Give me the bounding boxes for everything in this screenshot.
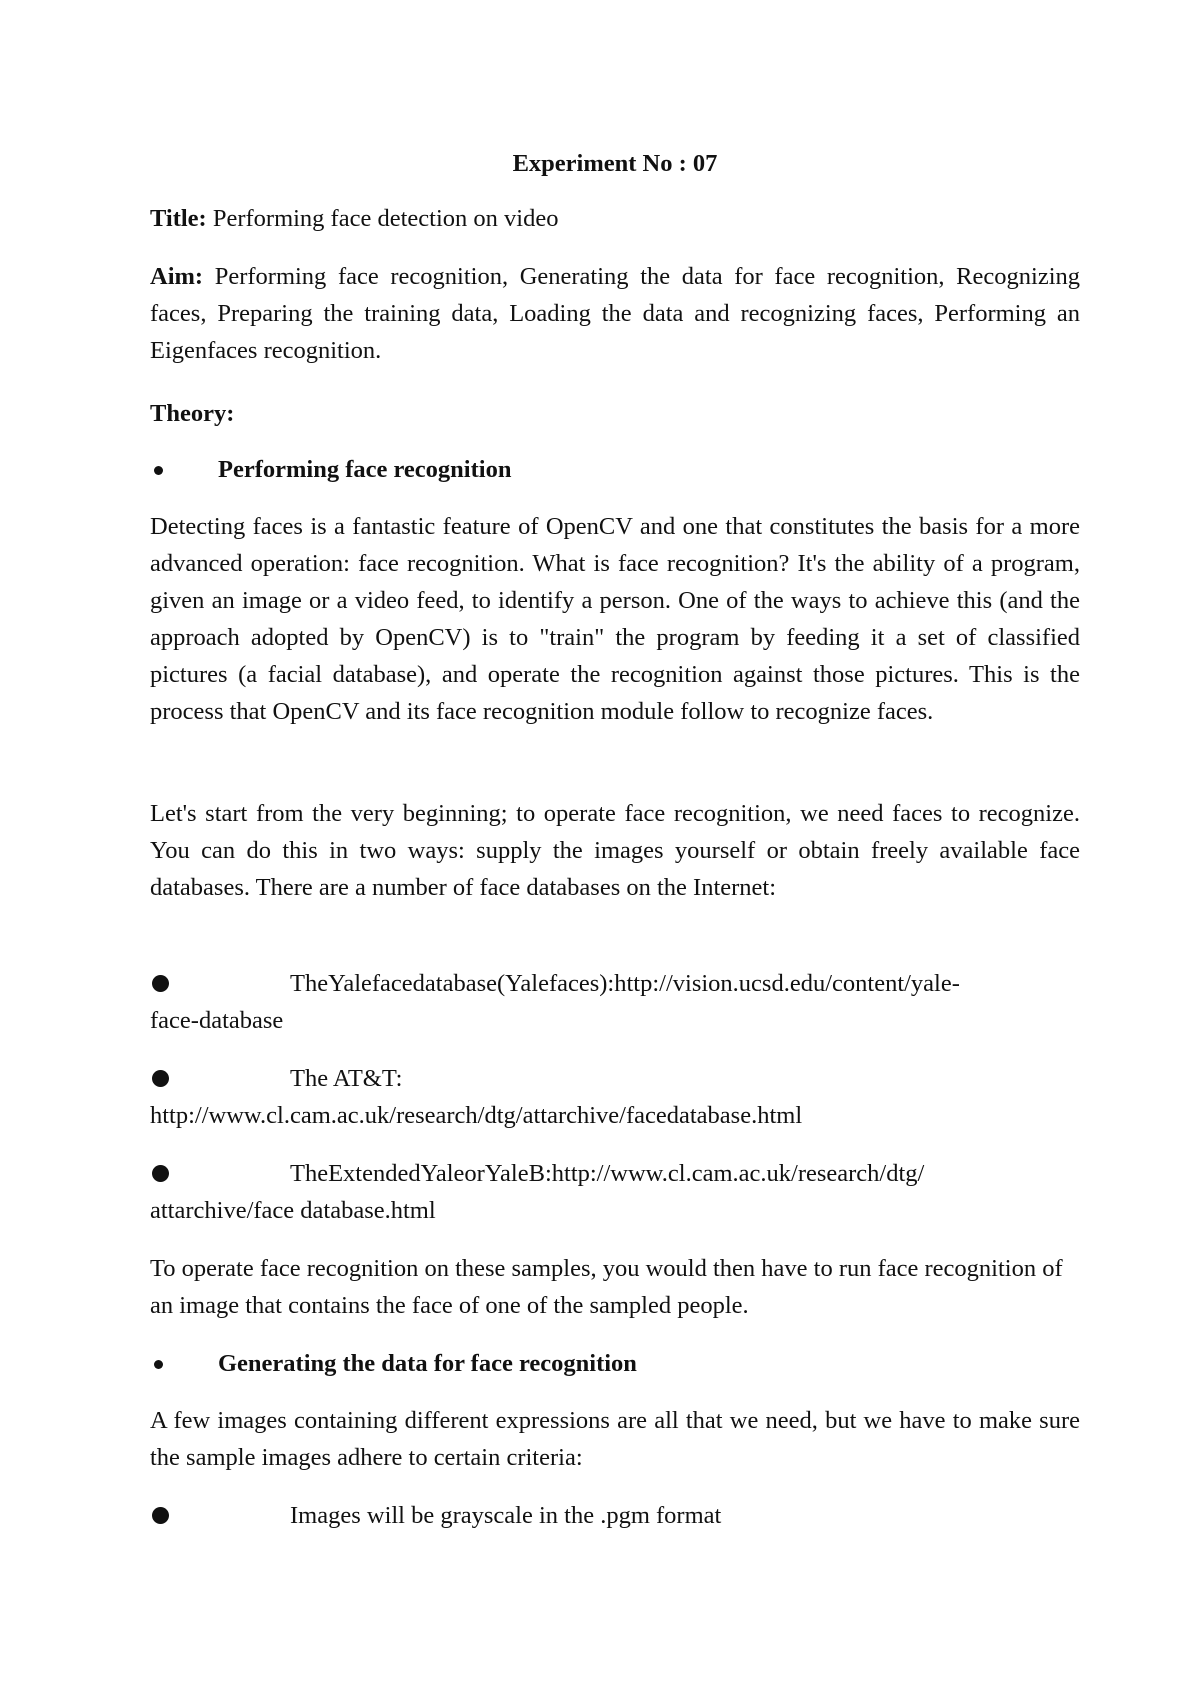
bullet-icon xyxy=(154,1360,163,1369)
aim-paragraph xyxy=(150,258,1080,369)
criteria-item-text: Images will be grayscale in the .pgm format xyxy=(290,1502,722,1529)
db-item-line1: TheExtendedYaleorYaleB:http://www.cl.cam.ac.uk/research/dtg/ xyxy=(290,1160,925,1187)
section-heading-generating-data xyxy=(150,1345,1080,1382)
section-heading-face-recognition xyxy=(150,451,1080,488)
bullet-icon xyxy=(152,1165,169,1182)
experiment-title: Experiment No : 07 xyxy=(512,150,718,177)
db-list-item xyxy=(150,1060,1080,1097)
title-label: Title: xyxy=(150,205,207,232)
db-list-item xyxy=(150,965,1080,1002)
db-list-item xyxy=(150,1155,1080,1192)
paragraph-face-databases: Let's start from the very beginning; to operate face recognition, we need faces to recognize. You can do this in two ways: supply the images yourself or obtain freely available face databases. There are a number of face databases on the Internet: xyxy=(150,800,1080,901)
bullet-icon xyxy=(152,1070,169,1087)
title-line xyxy=(150,200,1080,237)
db-item-line1: TheYalefacedatabase(Yalefaces):http://vision.ucsd.edu/content/yale- xyxy=(290,970,960,997)
title-text: Performing face detection on video xyxy=(212,205,559,232)
section-heading-text: Performing face recognition xyxy=(218,456,512,483)
paragraph-face-recognition-intro: Detecting faces is a fantastic feature of OpenCV and one that constitutes the basis for a more advanced operation: face recognition. What is face recognition? It's the ability of a program, given an image or a video feed, to identify a person. One of the ways to achieve this (and the approach adopted by OpenCV) is to "train" the program by feeding it a set of classified pictures (a facial database), and operate the recognition against those pictures. This is the process that OpenCV and its face recognition module follow to recognize faces. xyxy=(150,513,1080,725)
bullet-icon xyxy=(152,1507,169,1524)
theory-label: Theory: xyxy=(150,400,235,427)
db-item-line2: attarchive/face database.html xyxy=(150,1197,436,1224)
db-item-line1: The AT&T: xyxy=(290,1065,403,1092)
db-item-line2: http://www.cl.cam.ac.uk/research/dtg/attarchive/facedatabase.html xyxy=(150,1102,803,1129)
criteria-list-item xyxy=(150,1497,1080,1534)
aim-label: Aim: xyxy=(150,263,204,290)
aim-text: Performing face recognition, Generating the data for face recognition, Recognizing faces, Preparing the training data, Loading the data and recognizing faces, Performing an Eigenfaces recognition. xyxy=(150,263,1080,364)
bullet-icon xyxy=(152,975,169,992)
db-item-line2: face-database xyxy=(150,1007,284,1034)
paragraph-sample-criteria: A few images containing different expressions are all that we need, but we have to make sure the sample images adhere to certain criteria: xyxy=(150,1407,1080,1471)
paragraph-operate-recognition: To operate face recognition on these samples, you would then have to run face recognition of an image that contains the face of one of the sampled people. xyxy=(150,1255,1063,1319)
bullet-icon xyxy=(154,466,163,475)
section-heading-text: Generating the data for face recognition xyxy=(218,1350,637,1377)
